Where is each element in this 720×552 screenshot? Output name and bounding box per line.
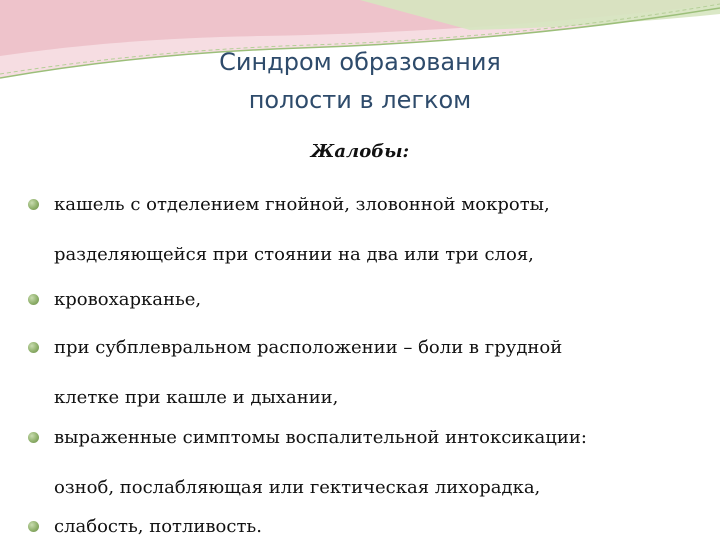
list-item-line: озноб, послабляющая или гектическая лихорадка,	[54, 477, 541, 498]
bullet-icon	[28, 199, 39, 210]
list-item	[24, 502, 686, 552]
bullet-icon	[28, 432, 39, 443]
complaints-heading: Жалобы:	[310, 141, 410, 162]
list-item-line: выраженные симптомы воспалительной интоксикации:	[54, 427, 587, 448]
list-item-line: клетке при кашле и дыхании,	[54, 387, 339, 408]
title-line-1: Синдром образования	[219, 48, 501, 76]
slide-title	[0, 43, 720, 119]
bullet-icon	[28, 521, 39, 532]
list-item-line: кровохарканье,	[54, 289, 202, 310]
bullet-icon	[28, 294, 39, 305]
list-item	[24, 180, 686, 280]
list-item-line: при субплевральном расположении – боли в грудной	[54, 337, 563, 358]
list-item	[24, 323, 686, 423]
list-item-line: разделяющейся при стоянии на два или три слоя,	[54, 244, 534, 265]
title-line-2: полости в легком	[248, 86, 472, 114]
list-item-line: слабость, потливость.	[54, 516, 262, 537]
bullet-icon	[28, 342, 39, 353]
list-item	[24, 413, 686, 513]
list-item	[24, 275, 686, 325]
list-item-line: кашель с отделением гнойной, зловонной мокроты,	[54, 194, 550, 215]
